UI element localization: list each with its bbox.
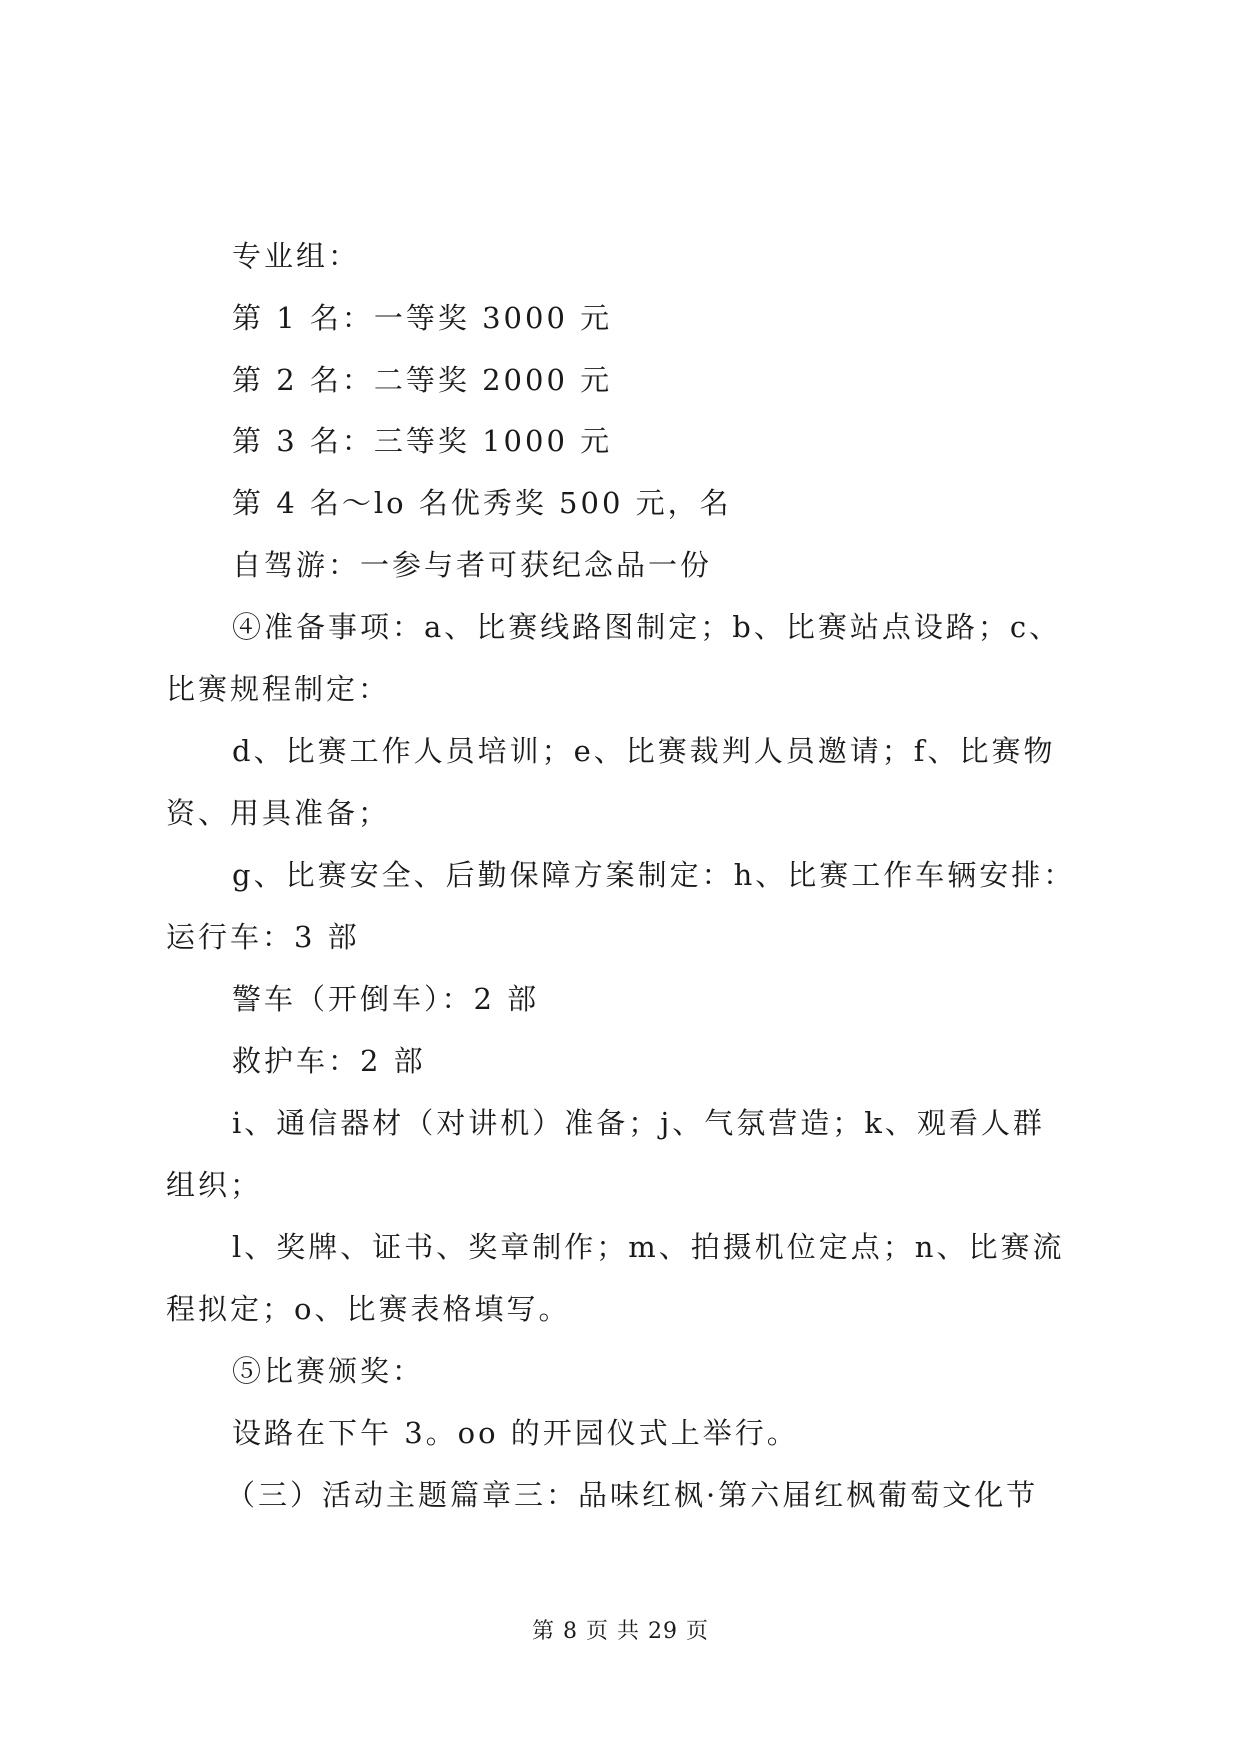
text-line: ⑤比赛颁奖： xyxy=(232,1354,425,1388)
text-line: 救护车：2 部 xyxy=(232,1044,426,1078)
text-line: 程拟定；o、比赛表格填写。 xyxy=(166,1292,571,1326)
text-line: ④准备事项：a、比赛线路图制定；b、比赛站点设路；c、 xyxy=(232,610,1062,644)
text-line: 第 2 名：二等奖 2000 元 xyxy=(232,363,613,397)
text-line: 比赛规程制定： xyxy=(166,672,391,706)
page-footer: 第 8 页 共 29 页 xyxy=(532,1619,709,1644)
text-line: l、奖牌、证书、奖章制作；m、拍摄机位定点；n、比赛流 xyxy=(232,1230,1065,1264)
text-line: 第 4 名～lo 名优秀奖 500 元，名 xyxy=(232,486,732,520)
text-line: 专业组： xyxy=(232,239,361,273)
text-line: 组织； xyxy=(166,1168,263,1202)
text-line: 自驾游：一参与者可获纪念品一份 xyxy=(232,548,713,582)
text-line: d、比赛工作人员培训；e、比赛裁判人员邀请；f、比赛物 xyxy=(232,734,1056,768)
section-heading: （三）活动主题篇章三：品味红枫·第六届红枫葡萄文化节 xyxy=(226,1478,1039,1512)
text-line: 设路在下午 3。oo 的开园仪式上举行。 xyxy=(232,1416,799,1450)
text-line: 资、用具准备； xyxy=(166,796,391,830)
text-line: 警车（开倒车）：2 部 xyxy=(232,982,540,1016)
text-line: i、通信器材（对讲机）准备；j、气氛营造；k、观看人群 xyxy=(232,1106,1045,1140)
text-line: 第 3 名：三等奖 1000 元 xyxy=(232,424,613,458)
text-line: 运行车：3 部 xyxy=(166,920,360,954)
text-line: 第 1 名：一等奖 3000 元 xyxy=(232,301,613,335)
text-line: g、比赛安全、后勤保障方案制定：h、比赛工作车辆安排： xyxy=(232,858,1076,892)
